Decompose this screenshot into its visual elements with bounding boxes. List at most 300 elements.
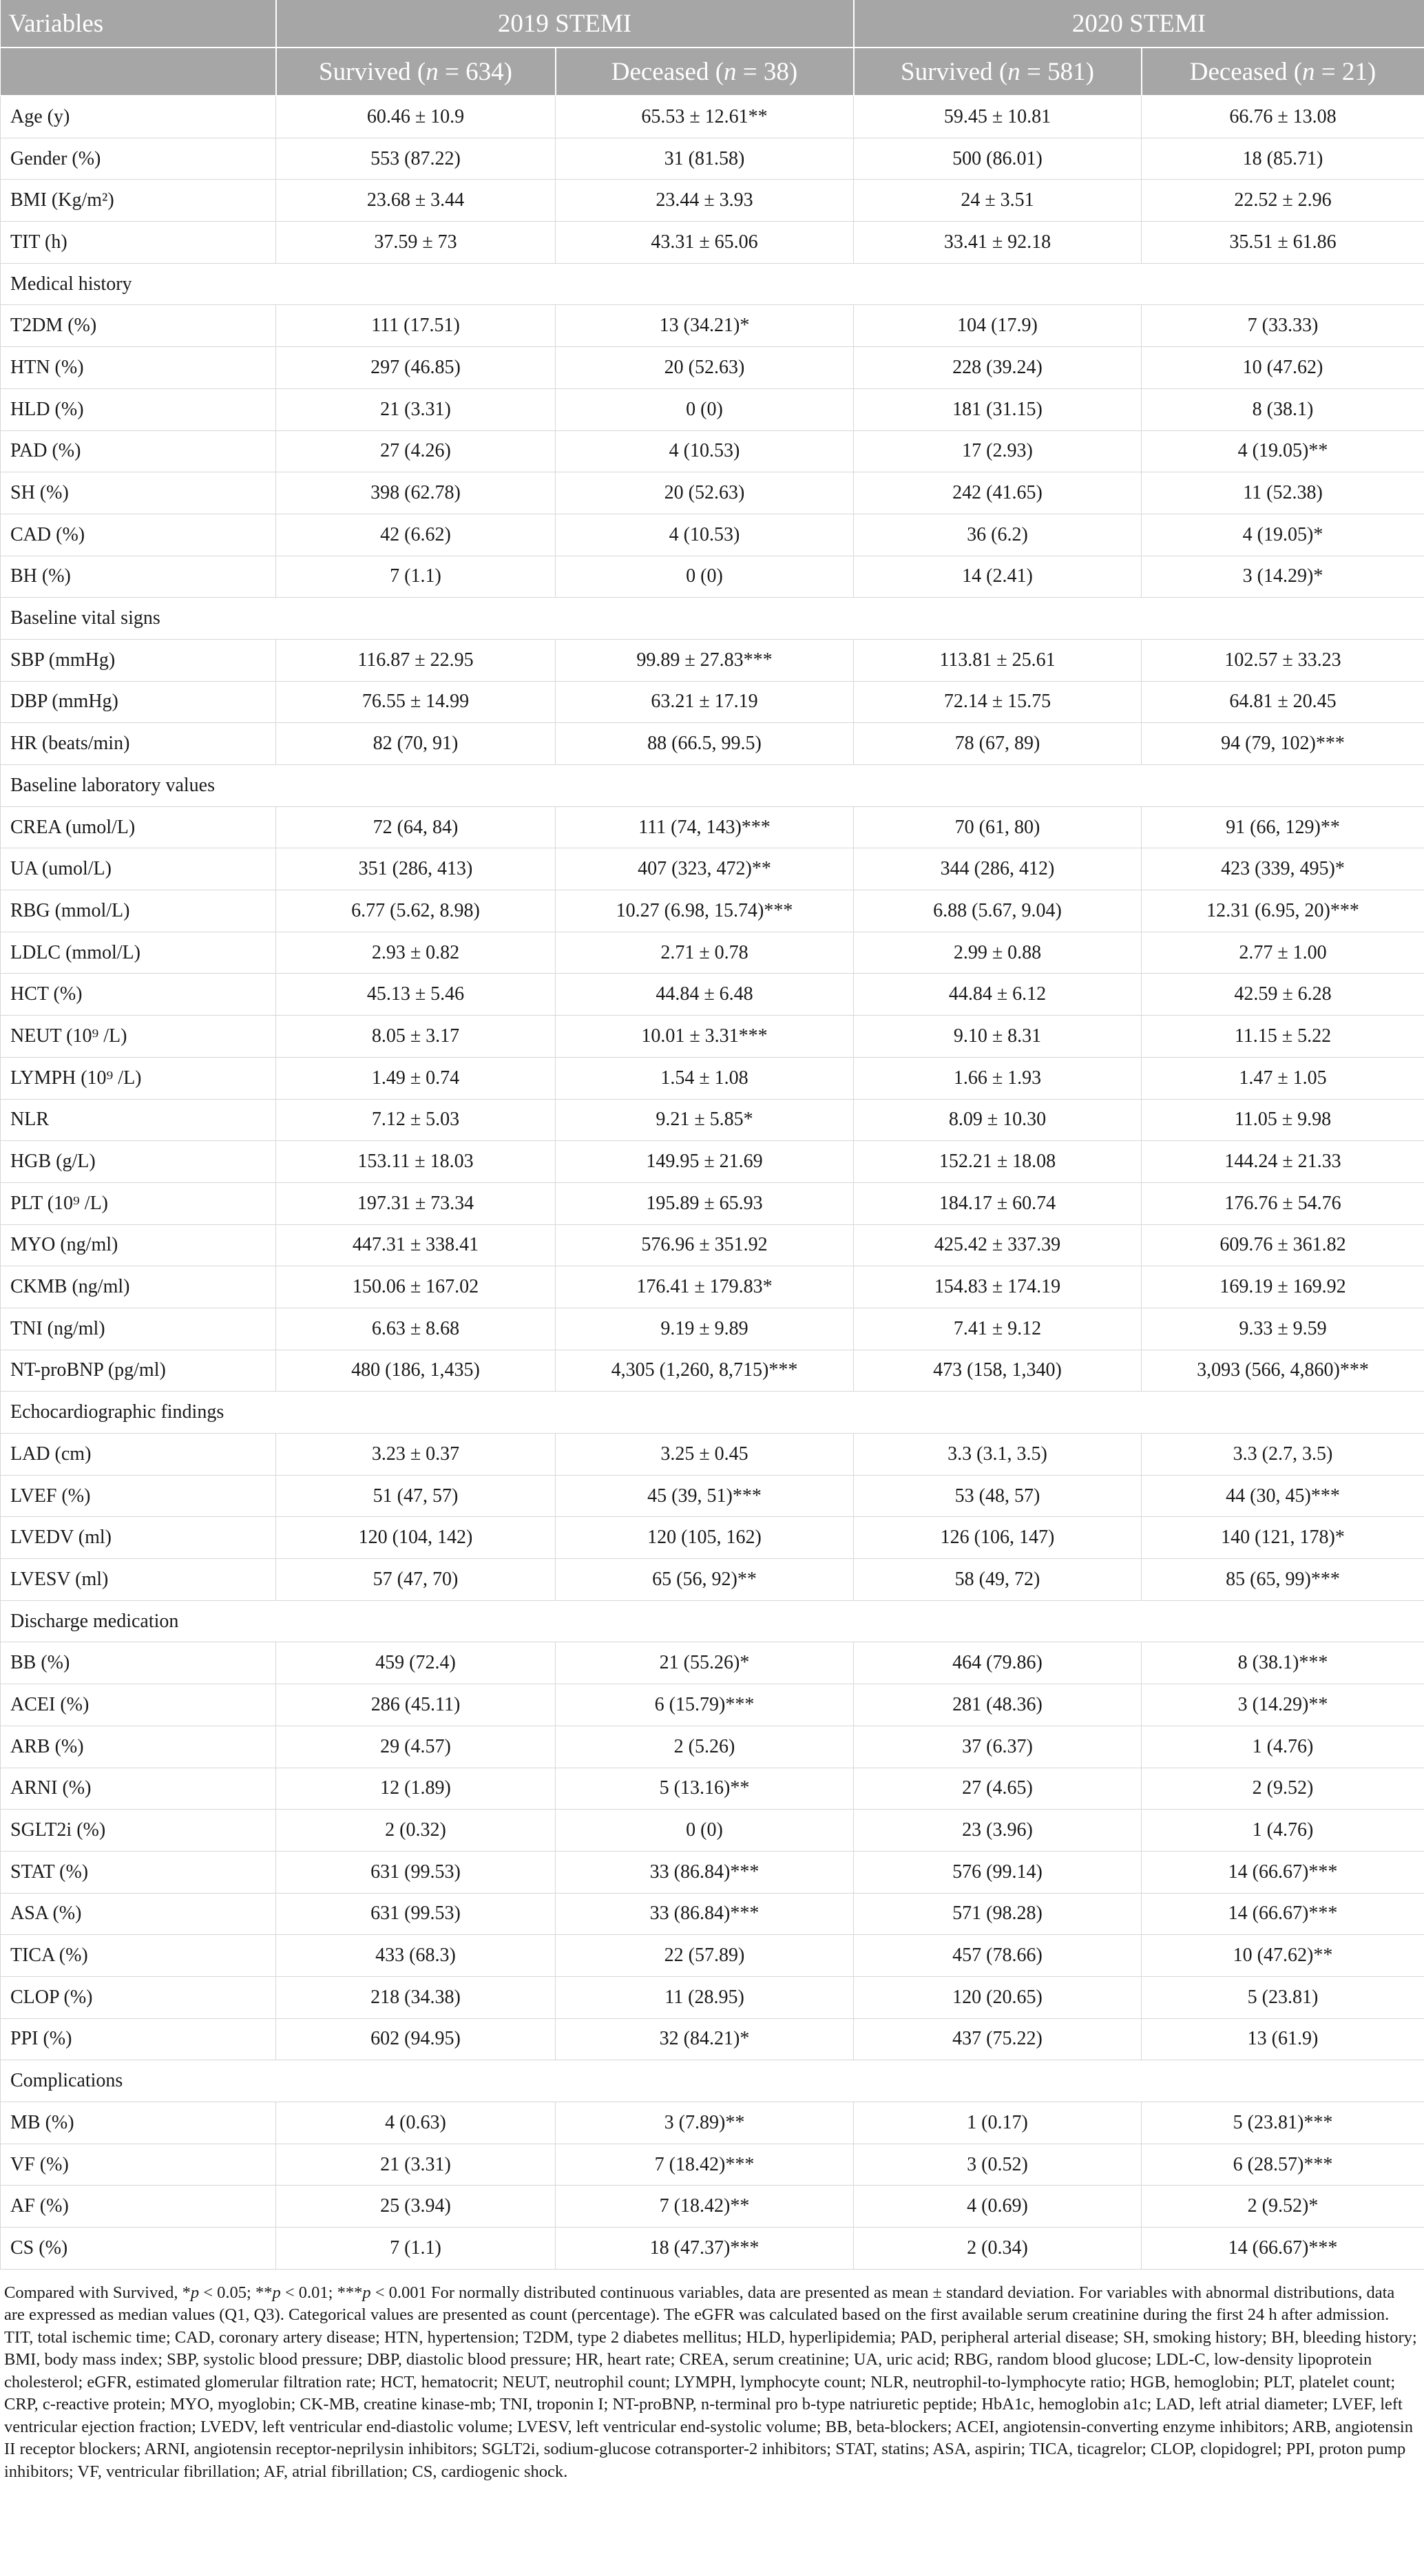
cell-survived-2020: 72.14 ± 15.75: [854, 681, 1142, 723]
row-label: DBP (mmHg): [1, 681, 276, 723]
cell-deceased-2019: 99.89 ± 27.83***: [556, 639, 854, 681]
header-row-groups: [1, 0, 1424, 48]
cell-deceased-2019: 6 (15.79)***: [556, 1684, 854, 1726]
cell-survived-2019: 60.46 ± 10.9: [276, 96, 556, 138]
cell-deceased-2019: 0 (0): [556, 388, 854, 430]
cell-deceased-2020: 5 (23.81)***: [1142, 2102, 1424, 2144]
cell-survived-2020: 4 (0.69): [854, 2186, 1142, 2228]
cell-deceased-2019: 33 (86.84)***: [556, 1851, 854, 1893]
table-row: [1, 347, 1424, 389]
cell-deceased-2019: 10.27 (6.98, 15.74)***: [556, 890, 854, 932]
cell-deceased-2020: 44 (30, 45)***: [1142, 1475, 1424, 1517]
cell-survived-2020: 2 (0.34): [854, 2228, 1142, 2270]
table-row: [1, 305, 1424, 347]
row-label: TNI (ng/ml): [1, 1308, 276, 1350]
row-label: HR (beats/min): [1, 723, 276, 765]
cell-survived-2019: 218 (34.38): [276, 1976, 556, 2018]
cell-survived-2019: 25 (3.94): [276, 2186, 556, 2228]
cell-deceased-2020: 64.81 ± 20.45: [1142, 681, 1424, 723]
cell-deceased-2020: 2.77 ± 1.00: [1142, 932, 1424, 974]
section-title: Baseline vital signs: [1, 598, 1424, 640]
cell-survived-2020: 1 (0.17): [854, 2102, 1142, 2144]
cell-deceased-2020: 144.24 ± 21.33: [1142, 1141, 1424, 1183]
cell-deceased-2020: 7 (33.33): [1142, 305, 1424, 347]
cell-survived-2019: 3.23 ± 0.37: [276, 1434, 556, 1476]
row-label: LYMPH (10⁹ /L): [1, 1057, 276, 1099]
cell-deceased-2020: 66.76 ± 13.08: [1142, 96, 1424, 138]
cell-survived-2019: 21 (3.31): [276, 388, 556, 430]
row-label: LVEF (%): [1, 1475, 276, 1517]
header-variables: Variables: [1, 0, 276, 48]
cell-survived-2019: 602 (94.95): [276, 2018, 556, 2060]
row-label: RBG (mmol/L): [1, 890, 276, 932]
cell-deceased-2019: 22 (57.89): [556, 1935, 854, 1977]
table-row: [1, 388, 1424, 430]
table-row: [1, 639, 1424, 681]
section-title: Complications: [1, 2060, 1424, 2102]
cell-deceased-2019: 20 (52.63): [556, 347, 854, 389]
section-header-row: [1, 1392, 1424, 1434]
row-label: CS (%): [1, 2228, 276, 2270]
cell-survived-2019: 480 (186, 1,435): [276, 1350, 556, 1392]
header-survived-2020: Survived (n = 581): [854, 48, 1142, 96]
cell-survived-2019: 7 (1.1): [276, 2228, 556, 2270]
cell-deceased-2020: 102.57 ± 33.23: [1142, 639, 1424, 681]
row-label: SH (%): [1, 472, 276, 514]
row-label: HCT (%): [1, 974, 276, 1016]
row-label: MB (%): [1, 2102, 276, 2144]
cell-survived-2019: 351 (286, 413): [276, 848, 556, 890]
cell-deceased-2020: 10 (47.62): [1142, 347, 1424, 389]
cell-survived-2020: 17 (2.93): [854, 430, 1142, 472]
header-group-2019: 2019 STEMI: [276, 0, 854, 48]
table-row: [1, 514, 1424, 556]
cell-deceased-2019: 44.84 ± 6.48: [556, 974, 854, 1016]
cell-survived-2020: 78 (67, 89): [854, 723, 1142, 765]
table-row: [1, 1935, 1424, 1977]
table-row: [1, 890, 1424, 932]
cell-survived-2020: 2.99 ± 0.88: [854, 932, 1142, 974]
table-row: [1, 806, 1424, 848]
cell-survived-2020: 36 (6.2): [854, 514, 1142, 556]
cell-deceased-2019: 13 (34.21)*: [556, 305, 854, 347]
cell-survived-2020: 8.09 ± 10.30: [854, 1099, 1142, 1141]
row-label: BB (%): [1, 1642, 276, 1684]
cell-deceased-2020: 14 (66.67)***: [1142, 2228, 1424, 2270]
cell-survived-2020: 152.21 ± 18.08: [854, 1141, 1142, 1183]
cell-survived-2019: 37.59 ± 73: [276, 222, 556, 264]
row-label: Gender (%): [1, 138, 276, 180]
row-label: TIT (h): [1, 222, 276, 264]
cell-survived-2019: 153.11 ± 18.03: [276, 1141, 556, 1183]
table-row: [1, 1976, 1424, 2018]
cell-deceased-2020: 11.05 ± 9.98: [1142, 1099, 1424, 1141]
row-label: VF (%): [1, 2144, 276, 2186]
cell-survived-2020: 344 (286, 412): [854, 848, 1142, 890]
cell-deceased-2020: 609.76 ± 361.82: [1142, 1224, 1424, 1266]
cell-deceased-2019: 407 (323, 472)**: [556, 848, 854, 890]
cell-survived-2019: 6.63 ± 8.68: [276, 1308, 556, 1350]
cell-deceased-2019: 32 (84.21)*: [556, 2018, 854, 2060]
cell-deceased-2019: 31 (81.58): [556, 138, 854, 180]
table-row: [1, 1475, 1424, 1517]
row-label: LVESV (ml): [1, 1559, 276, 1601]
cell-deceased-2020: 176.76 ± 54.76: [1142, 1182, 1424, 1224]
table-row: [1, 2186, 1424, 2228]
cell-survived-2020: 228 (39.24): [854, 347, 1142, 389]
cell-deceased-2020: 169.19 ± 169.92: [1142, 1266, 1424, 1308]
table-row: [1, 1851, 1424, 1893]
row-label: LVEDV (ml): [1, 1517, 276, 1559]
cell-survived-2020: 154.83 ± 174.19: [854, 1266, 1142, 1308]
cell-deceased-2020: 4 (19.05)*: [1142, 514, 1424, 556]
table-row: [1, 1224, 1424, 1266]
row-label: ARNI (%): [1, 1768, 276, 1810]
cell-deceased-2019: 3.25 ± 0.45: [556, 1434, 854, 1476]
cell-survived-2020: 104 (17.9): [854, 305, 1142, 347]
cell-deceased-2020: 91 (66, 129)**: [1142, 806, 1424, 848]
row-label: ARB (%): [1, 1726, 276, 1768]
cell-survived-2019: 21 (3.31): [276, 2144, 556, 2186]
cell-survived-2020: 53 (48, 57): [854, 1475, 1142, 1517]
cell-deceased-2020: 1.47 ± 1.05: [1142, 1057, 1424, 1099]
cell-survived-2019: 1.49 ± 0.74: [276, 1057, 556, 1099]
cell-survived-2020: 1.66 ± 1.93: [854, 1057, 1142, 1099]
table-row: [1, 1768, 1424, 1810]
cell-survived-2020: 58 (49, 72): [854, 1559, 1142, 1601]
cell-survived-2019: 4 (0.63): [276, 2102, 556, 2144]
row-label: NEUT (10⁹ /L): [1, 1016, 276, 1058]
cell-survived-2019: 23.68 ± 3.44: [276, 180, 556, 222]
cell-survived-2020: 37 (6.37): [854, 1726, 1142, 1768]
cell-deceased-2019: 111 (74, 143)***: [556, 806, 854, 848]
cell-survived-2019: 8.05 ± 3.17: [276, 1016, 556, 1058]
cell-deceased-2020: 3 (14.29)*: [1142, 556, 1424, 598]
table-row: [1, 1099, 1424, 1141]
table-row: [1, 2144, 1424, 2186]
table-body: [1, 96, 1424, 2269]
cell-survived-2019: 197.31 ± 73.34: [276, 1182, 556, 1224]
table-header: [1, 0, 1424, 96]
cell-deceased-2019: 2 (5.26): [556, 1726, 854, 1768]
row-label: HGB (g/L): [1, 1141, 276, 1183]
cell-survived-2020: 473 (158, 1,340): [854, 1350, 1142, 1392]
cell-survived-2019: 398 (62.78): [276, 472, 556, 514]
table-footnote: Compared with Survived, *p < 0.05; **p < 0.01; ***p < 0.001 For normally distributed continuous variables, data are presented as mean ± standard deviation. For variables with abnormal distributions, data are expressed as median values (Q1, Q3). Categorical values are presented as count (percentage). The eGFR was calculated based on the first available serum creatinine during the first 24 h after admission. TIT, total ischemic time; CAD, coronary artery disease; HTN, hypertension; T2DM, type 2 diabetes mellitus; HLD, hyperlipidemia; PAD, peripheral arterial disease; SH, smoking history; BH, bleeding history; BMI, body mass index; SBP, systolic blood pressure; DBP, diastolic blood pressure; HR, heart rate; CREA, serum creatinine; UA, uric acid; RBG, random blood glucose; LDL-C, low-density lipoprotein cholesterol; eGFR, estimated glomerular filtration rate; HCT, hematocrit; NEUT, neutrophil count; LYMPH, lymphocyte count; NLR, neutrophil-to-lymphocyte ratio; HGB, hemoglobin; PLT, platelet count; CRP, c-reactive protein; MYO, myoglobin; CK-MB, creatine kinase-mb; TNI, troponin I; NT-proBNP, n-terminal pro b-type natriuretic peptide; HbA1c, hemoglobin a1c; LAD, left atrial diameter; LVEF, left ventricular ejection fraction; LVEDV, left ventricular end-diastolic volume; LVESV, left ventricular end-systolic volume; BB, beta-blockers; ACEI, angiotensin-converting enzyme inhibitors; ARB, angiotensin II receptor blockers; ARNI, angiotensin receptor-neprilysin inhibitors; SGLT2i, sodium-glucose cotransporter-2 inhibitors; STAT, statins; ASA, aspirin; TICA, ticagrelor; CLOP, clopidogrel; PPI, proton pump inhibitors; VF, ventricular fibrillation; AF, atrial fibrillation; CS, cardiogenic shock.: [4, 2283, 1417, 2481]
section-header-row: [1, 263, 1424, 305]
table-row: [1, 1266, 1424, 1308]
row-label: CLOP (%): [1, 1976, 276, 2018]
cell-survived-2019: 12 (1.89): [276, 1768, 556, 1810]
table-row: [1, 1642, 1424, 1684]
row-label: TICA (%): [1, 1935, 276, 1977]
cell-deceased-2020: 140 (121, 178)*: [1142, 1517, 1424, 1559]
row-label: NT-proBNP (pg/ml): [1, 1350, 276, 1392]
row-label: AF (%): [1, 2186, 276, 2228]
table-row: [1, 1726, 1424, 1768]
cell-survived-2020: 126 (106, 147): [854, 1517, 1142, 1559]
table-row: [1, 1182, 1424, 1224]
table-row: [1, 472, 1424, 514]
cell-survived-2020: 3 (0.52): [854, 2144, 1142, 2186]
cell-deceased-2019: 9.21 ± 5.85*: [556, 1099, 854, 1141]
cell-deceased-2019: 4 (10.53): [556, 514, 854, 556]
cell-deceased-2020: 5 (23.81): [1142, 1976, 1424, 2018]
cell-survived-2019: 447.31 ± 338.41: [276, 1224, 556, 1266]
table-row: [1, 1141, 1424, 1183]
cell-deceased-2019: 0 (0): [556, 1810, 854, 1852]
table-row: [1, 138, 1424, 180]
cell-survived-2020: 242 (41.65): [854, 472, 1142, 514]
section-title: Medical history: [1, 263, 1424, 305]
table-row: [1, 1517, 1424, 1559]
section-title: Baseline laboratory values: [1, 765, 1424, 807]
cell-deceased-2019: 2.71 ± 0.78: [556, 932, 854, 974]
cell-survived-2019: 150.06 ± 167.02: [276, 1266, 556, 1308]
cell-deceased-2019: 4,305 (1,260, 8,715)***: [556, 1350, 854, 1392]
cell-deceased-2019: 149.95 ± 21.69: [556, 1141, 854, 1183]
cell-deceased-2020: 10 (47.62)**: [1142, 1935, 1424, 1977]
row-label: PPI (%): [1, 2018, 276, 2060]
cell-survived-2020: 24 ± 3.51: [854, 180, 1142, 222]
cell-deceased-2019: 4 (10.53): [556, 430, 854, 472]
row-label: Age (y): [1, 96, 276, 138]
cell-survived-2019: 6.77 (5.62, 8.98): [276, 890, 556, 932]
cell-deceased-2020: 22.52 ± 2.96: [1142, 180, 1424, 222]
cell-survived-2020: 9.10 ± 8.31: [854, 1016, 1142, 1058]
cell-survived-2019: 57 (47, 70): [276, 1559, 556, 1601]
cell-deceased-2019: 0 (0): [556, 556, 854, 598]
cell-deceased-2019: 576.96 ± 351.92: [556, 1224, 854, 1266]
row-label: ASA (%): [1, 1893, 276, 1935]
header-survived-2019: Survived (n = 634): [276, 48, 556, 96]
table-row: [1, 2228, 1424, 2270]
cell-survived-2019: 27 (4.26): [276, 430, 556, 472]
row-label: STAT (%): [1, 1851, 276, 1893]
row-label: ACEI (%): [1, 1684, 276, 1726]
cell-survived-2019: 116.87 ± 22.95: [276, 639, 556, 681]
header-blank-cell: [1, 48, 276, 96]
cell-survived-2019: 2.93 ± 0.82: [276, 932, 556, 974]
cell-deceased-2020: 8 (38.1): [1142, 388, 1424, 430]
row-label: PLT (10⁹ /L): [1, 1182, 276, 1224]
cell-survived-2020: 425.42 ± 337.39: [854, 1224, 1142, 1266]
cell-survived-2020: 281 (48.36): [854, 1684, 1142, 1726]
table-row: [1, 1057, 1424, 1099]
row-label: BMI (Kg/m²): [1, 180, 276, 222]
cell-survived-2020: 33.41 ± 92.18: [854, 222, 1142, 264]
cell-survived-2020: 120 (20.65): [854, 1976, 1142, 2018]
cell-survived-2020: 23 (3.96): [854, 1810, 1142, 1852]
cell-deceased-2020: 3,093 (566, 4,860)***: [1142, 1350, 1424, 1392]
table-row: [1, 222, 1424, 264]
cell-survived-2019: 51 (47, 57): [276, 1475, 556, 1517]
cell-deceased-2019: 5 (13.16)**: [556, 1768, 854, 1810]
cell-deceased-2020: 94 (79, 102)***: [1142, 723, 1424, 765]
cell-survived-2020: 576 (99.14): [854, 1851, 1142, 1893]
cell-survived-2019: 7.12 ± 5.03: [276, 1099, 556, 1141]
table-row: [1, 723, 1424, 765]
cell-deceased-2019: 21 (55.26)*: [556, 1642, 854, 1684]
cell-deceased-2020: 11.15 ± 5.22: [1142, 1016, 1424, 1058]
cell-survived-2020: 3.3 (3.1, 3.5): [854, 1434, 1142, 1476]
cell-deceased-2019: 1.54 ± 1.08: [556, 1057, 854, 1099]
row-label: CREA (umol/L): [1, 806, 276, 848]
cell-deceased-2020: 12.31 (6.95, 20)***: [1142, 890, 1424, 932]
row-label: SBP (mmHg): [1, 639, 276, 681]
cell-deceased-2019: 120 (105, 162): [556, 1517, 854, 1559]
table-row: [1, 1684, 1424, 1726]
cell-survived-2019: 111 (17.51): [276, 305, 556, 347]
cell-deceased-2019: 9.19 ± 9.89: [556, 1308, 854, 1350]
table-row: [1, 1434, 1424, 1476]
cell-survived-2020: 6.88 (5.67, 9.04): [854, 890, 1142, 932]
table-row: [1, 848, 1424, 890]
table-row: [1, 556, 1424, 598]
cell-survived-2019: 72 (64, 84): [276, 806, 556, 848]
cell-survived-2019: 631 (99.53): [276, 1893, 556, 1935]
cell-deceased-2019: 11 (28.95): [556, 1976, 854, 2018]
cell-survived-2019: 631 (99.53): [276, 1851, 556, 1893]
row-label: MYO (ng/ml): [1, 1224, 276, 1266]
row-label: PAD (%): [1, 430, 276, 472]
table-row: [1, 430, 1424, 472]
header-group-2020: 2020 STEMI: [854, 0, 1424, 48]
cell-deceased-2019: 10.01 ± 3.31***: [556, 1016, 854, 1058]
cell-survived-2020: 44.84 ± 6.12: [854, 974, 1142, 1016]
cell-deceased-2019: 45 (39, 51)***: [556, 1475, 854, 1517]
cell-deceased-2020: 3 (14.29)**: [1142, 1684, 1424, 1726]
row-label: LDLC (mmol/L): [1, 932, 276, 974]
cell-survived-2020: 59.45 ± 10.81: [854, 96, 1142, 138]
cell-survived-2020: 437 (75.22): [854, 2018, 1142, 2060]
table-row: [1, 1350, 1424, 1392]
table-row: [1, 1810, 1424, 1852]
table-row: [1, 96, 1424, 138]
cell-deceased-2019: 7 (18.42)***: [556, 2144, 854, 2186]
table-row: [1, 1308, 1424, 1350]
cell-deceased-2019: 65.53 ± 12.61**: [556, 96, 854, 138]
cell-deceased-2019: 20 (52.63): [556, 472, 854, 514]
section-header-row: [1, 2060, 1424, 2102]
cell-survived-2019: 459 (72.4): [276, 1642, 556, 1684]
header-deceased-2019: Deceased (n = 38): [556, 48, 854, 96]
cell-survived-2020: 464 (79.86): [854, 1642, 1142, 1684]
cell-deceased-2019: 3 (7.89)**: [556, 2102, 854, 2144]
row-label: SGLT2i (%): [1, 1810, 276, 1852]
section-title: Discharge medication: [1, 1600, 1424, 1642]
cell-deceased-2019: 88 (66.5, 99.5): [556, 723, 854, 765]
cell-survived-2019: 2 (0.32): [276, 1810, 556, 1852]
cell-deceased-2020: 14 (66.67)***: [1142, 1851, 1424, 1893]
cell-survived-2019: 76.55 ± 14.99: [276, 681, 556, 723]
cell-survived-2020: 457 (78.66): [854, 1935, 1142, 1977]
cell-survived-2019: 7 (1.1): [276, 556, 556, 598]
cell-survived-2020: 70 (61, 80): [854, 806, 1142, 848]
cell-deceased-2019: 43.31 ± 65.06: [556, 222, 854, 264]
cell-deceased-2019: 195.89 ± 65.93: [556, 1182, 854, 1224]
cell-survived-2020: 571 (98.28): [854, 1893, 1142, 1935]
cell-deceased-2020: 3.3 (2.7, 3.5): [1142, 1434, 1424, 1476]
cell-deceased-2020: 8 (38.1)***: [1142, 1642, 1424, 1684]
cell-deceased-2020: 6 (28.57)***: [1142, 2144, 1424, 2186]
cell-deceased-2020: 11 (52.38): [1142, 472, 1424, 514]
table-row: [1, 2102, 1424, 2144]
cell-deceased-2020: 1 (4.76): [1142, 1810, 1424, 1852]
cell-deceased-2019: 176.41 ± 179.83*: [556, 1266, 854, 1308]
row-label: T2DM (%): [1, 305, 276, 347]
section-title: Echocardiographic findings: [1, 1392, 1424, 1434]
section-header-row: [1, 765, 1424, 807]
row-label: HLD (%): [1, 388, 276, 430]
cell-deceased-2020: 85 (65, 99)***: [1142, 1559, 1424, 1601]
cell-deceased-2019: 23.44 ± 3.93: [556, 180, 854, 222]
table-row: [1, 180, 1424, 222]
cell-survived-2020: 113.81 ± 25.61: [854, 639, 1142, 681]
cell-survived-2019: 29 (4.57): [276, 1726, 556, 1768]
cell-deceased-2020: 13 (61.9): [1142, 2018, 1424, 2060]
row-label: BH (%): [1, 556, 276, 598]
header-deceased-2020: Deceased (n = 21): [1142, 48, 1424, 96]
cell-deceased-2019: 65 (56, 92)**: [556, 1559, 854, 1601]
section-header-row: [1, 598, 1424, 640]
cell-deceased-2020: 35.51 ± 61.86: [1142, 222, 1424, 264]
section-header-row: [1, 1600, 1424, 1642]
cell-survived-2019: 433 (68.3): [276, 1935, 556, 1977]
cell-survived-2019: 553 (87.22): [276, 138, 556, 180]
cell-deceased-2020: 42.59 ± 6.28: [1142, 974, 1424, 1016]
row-label: CAD (%): [1, 514, 276, 556]
row-label: CKMB (ng/ml): [1, 1266, 276, 1308]
cell-deceased-2020: 4 (19.05)**: [1142, 430, 1424, 472]
cell-survived-2019: 82 (70, 91): [276, 723, 556, 765]
cell-deceased-2020: 14 (66.67)***: [1142, 1893, 1424, 1935]
row-label: NLR: [1, 1099, 276, 1141]
cell-deceased-2019: 63.21 ± 17.19: [556, 681, 854, 723]
cell-deceased-2020: 2 (9.52): [1142, 1768, 1424, 1810]
cell-deceased-2020: 2 (9.52)*: [1142, 2186, 1424, 2228]
cell-deceased-2019: 18 (47.37)***: [556, 2228, 854, 2270]
cell-deceased-2019: 7 (18.42)**: [556, 2186, 854, 2228]
row-label: LAD (cm): [1, 1434, 276, 1476]
cell-survived-2020: 27 (4.65): [854, 1768, 1142, 1810]
header-row-subgroups: [1, 48, 1424, 96]
table-row: [1, 681, 1424, 723]
cell-survived-2020: 500 (86.01): [854, 138, 1142, 180]
cell-deceased-2020: 423 (339, 495)*: [1142, 848, 1424, 890]
cell-survived-2019: 45.13 ± 5.46: [276, 974, 556, 1016]
table-row: [1, 974, 1424, 1016]
table-row: [1, 1893, 1424, 1935]
cell-survived-2020: 14 (2.41): [854, 556, 1142, 598]
row-label: UA (umol/L): [1, 848, 276, 890]
cell-deceased-2019: 33 (86.84)***: [556, 1893, 854, 1935]
cell-survived-2019: 286 (45.11): [276, 1684, 556, 1726]
table-row: [1, 932, 1424, 974]
table-row: [1, 2018, 1424, 2060]
cell-deceased-2020: 9.33 ± 9.59: [1142, 1308, 1424, 1350]
cell-survived-2019: 42 (6.62): [276, 514, 556, 556]
table-row: [1, 1016, 1424, 1058]
cell-deceased-2020: 18 (85.71): [1142, 138, 1424, 180]
cell-survived-2020: 181 (31.15): [854, 388, 1142, 430]
cell-survived-2019: 120 (104, 142): [276, 1517, 556, 1559]
cell-deceased-2020: 1 (4.76): [1142, 1726, 1424, 1768]
row-label: HTN (%): [1, 347, 276, 389]
cell-survived-2020: 184.17 ± 60.74: [854, 1182, 1142, 1224]
cell-survived-2019: 297 (46.85): [276, 347, 556, 389]
table-row: [1, 1559, 1424, 1601]
